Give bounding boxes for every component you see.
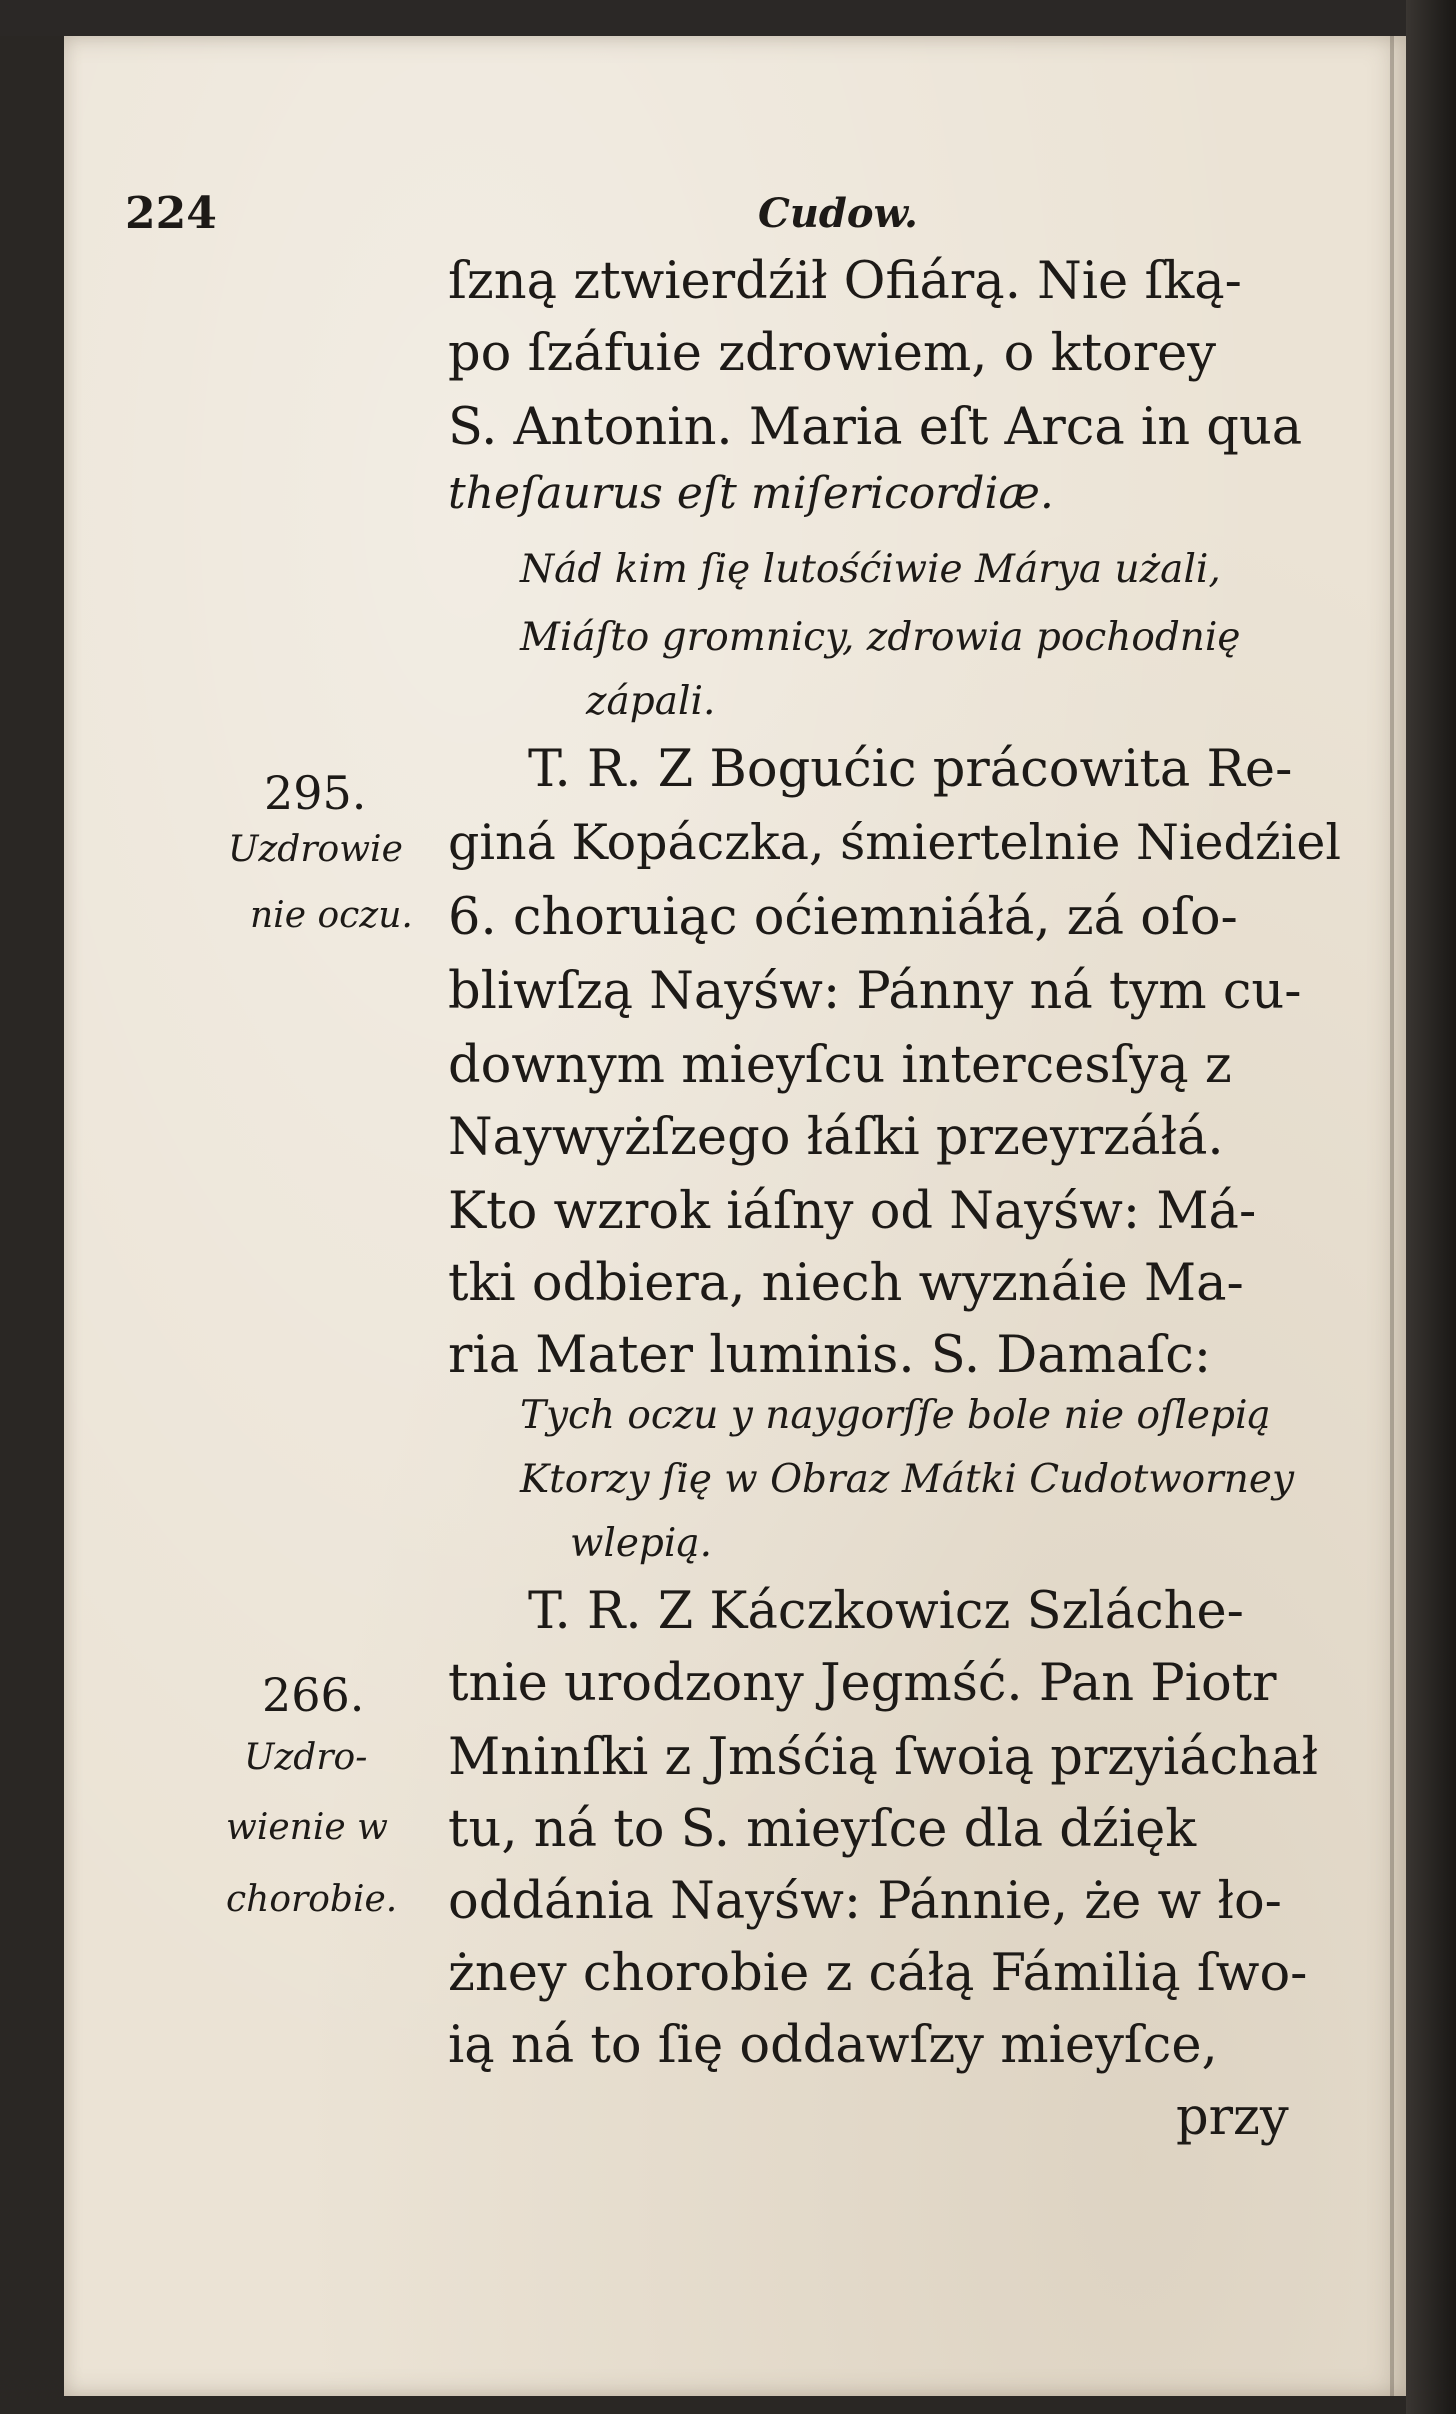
- body-line: downym mieyſcu intercesſyą z: [448, 1036, 1232, 1095]
- body-line: Mninſki z Jmśćią ſwoią przyiáchał: [448, 1728, 1319, 1787]
- scan-border-right: [1406, 0, 1456, 2414]
- verse-line: wlepią.: [570, 1521, 713, 1566]
- body-line: tki odbiera, niech wyznáie Ma-: [448, 1254, 1244, 1313]
- body-line: tnie urodzony Jegmść. Pan Piotr: [448, 1654, 1277, 1713]
- verse-line: zápali.: [586, 679, 716, 724]
- margin-note-text: nie oczu.: [250, 895, 413, 936]
- body-line: ią ná to ſię oddawſzy mieyſce,: [448, 2016, 1218, 2075]
- verse-line: Ktorzy ſię w Obraz Mátki Cudotworney: [520, 1457, 1295, 1502]
- body-line: ria Mater luminis. S. Damaſc:: [448, 1326, 1212, 1385]
- running-title: Cudow.: [758, 190, 918, 237]
- body-line: 6. choruiąc oćiemniáłá, zá oſo-: [448, 888, 1238, 947]
- body-line: Kto wzrok iáſny od Nayśw: Má-: [448, 1182, 1257, 1241]
- body-line: T. R. Z Káczkowicz Szláche-: [528, 1582, 1244, 1641]
- body-line: po ſzáfuie zdrowiem, o ktorey: [448, 324, 1217, 383]
- body-line: bliwſzą Nayśw: Pánny ná tym cu-: [448, 962, 1302, 1021]
- verse-line: Nád kim ſię lutośćiwie Márya użali,: [520, 547, 1221, 592]
- body-line: theſaurus eſt miſericordiæ.: [448, 468, 1054, 519]
- margin-note-number: 295.: [264, 766, 367, 820]
- margin-note-text: chorobie.: [226, 1879, 398, 1920]
- body-line: T. R. Z Bogućic prácowita Re-: [528, 740, 1293, 799]
- body-line: żney chorobie z cáłą Fámilią ſwo-: [448, 1944, 1308, 2003]
- body-line: tu, ná to S. mieyſce dla dźięk: [448, 1800, 1197, 1859]
- body-line: oddánia Nayśw: Pánnie, że w ło-: [448, 1872, 1282, 1931]
- page-fold-shadow: [1390, 36, 1394, 2396]
- body-line: S. Antonin. Maria eſt Arca in qua: [448, 398, 1303, 457]
- body-line: ſzną ztwierdźił Ofiárą. Nie ſką-: [448, 252, 1242, 311]
- body-line: Naywyżſzego łáſki przeyrzáłá.: [448, 1108, 1224, 1167]
- catchword: przy: [1176, 2088, 1289, 2147]
- margin-note-text: Uzdrowie: [228, 829, 403, 870]
- margin-note-text: wienie w: [226, 1807, 388, 1848]
- body-line: giná Kopáczka, śmiertelnie Niedźiel: [448, 814, 1342, 871]
- margin-note-text: Uzdro-: [244, 1737, 368, 1778]
- margin-note-number: 266.: [262, 1668, 365, 1722]
- scan-border-top: [0, 0, 1456, 36]
- verse-line: Miáſto gromnicy, zdrowia pochodnię: [520, 615, 1241, 660]
- verse-line: Tych oczu y naygorſſe bole nie oſlepią: [520, 1393, 1271, 1438]
- page-number: 224: [125, 188, 217, 239]
